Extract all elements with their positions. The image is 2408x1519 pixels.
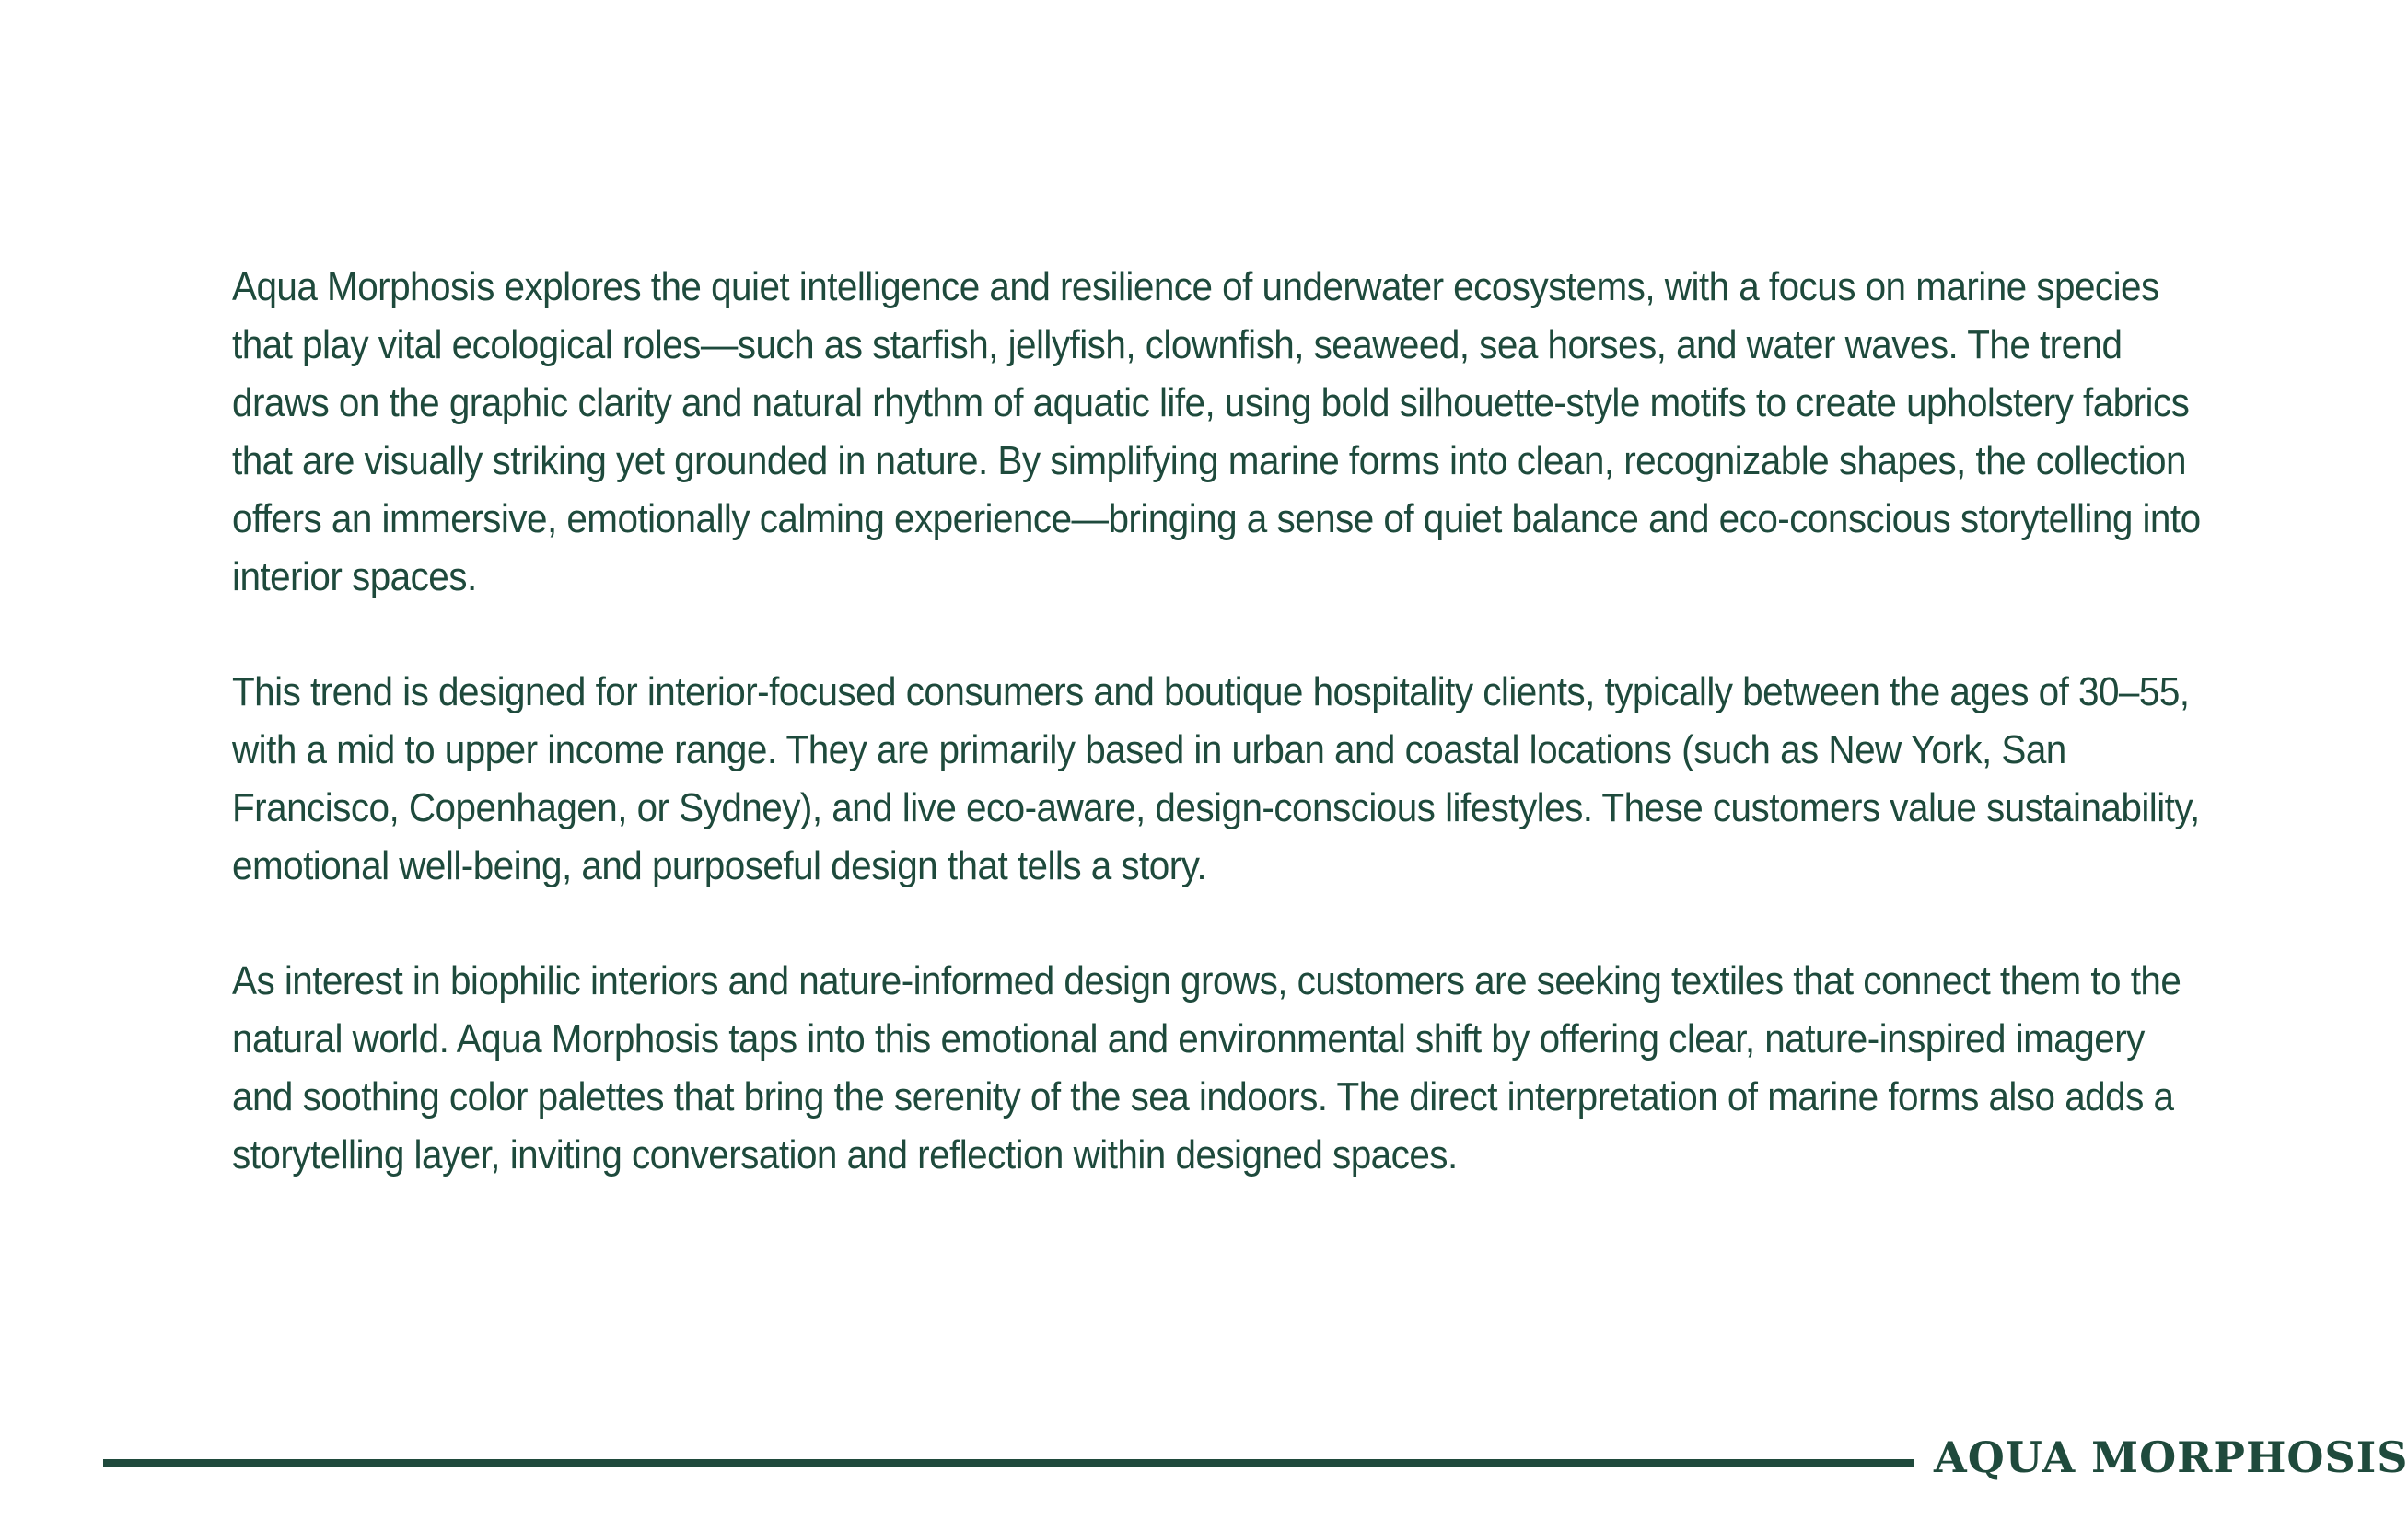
body-text <box>232 258 2212 1241</box>
footer-divider <box>103 1459 1914 1467</box>
paragraph-target-consumer: This trend is designed for interior-focused consumers and boutique hospitality clients, typically between the ages of 30–55, with a mid to upper income range. They are primarily based in urban and coastal locations (such as New York, San Francisco, Copenhagen, or Sydney), and live eco-aware, design-conscious lifestyles. These customers value sustainability, emotional well-being, and purposeful design that tells a story. <box>232 669 2200 888</box>
paragraph-concept: Aqua Morphosis explores the quiet intelligence and resilience of underwater ecosystems, with a focus on marine species that play vital ecological roles—such as starfish, jellyfish, clownfish, seaweed, sea horses, and water waves. The trend draws on the graphic clarity and natural rhythm of aquatic life, using bold silhouette-style motifs to create upholstery fabrics that are visually striking yet grounded in nature. By simplifying marine forms into clean, recognizable shapes, the collection offers an immersive, emotionally calming experience—bringing a sense of quiet balance and eco-conscious storytelling into interior spaces. <box>232 264 2201 599</box>
footer-brand-title: AQUA MORPHOSIS <box>1934 1432 2408 1482</box>
paragraph-market-insight: As interest in biophilic interiors and nature-informed design grows, customers are seeking textiles that connect them to the natural world. Aqua Morphosis taps into this emotional and environmental shift by offering clear, nature-inspired imagery and soothing color palettes that bring the serenity of the sea indoors. The direct interpretation of marine forms also adds a storytelling layer, inviting conversation and reflection within designed spaces. <box>232 958 2181 1177</box>
